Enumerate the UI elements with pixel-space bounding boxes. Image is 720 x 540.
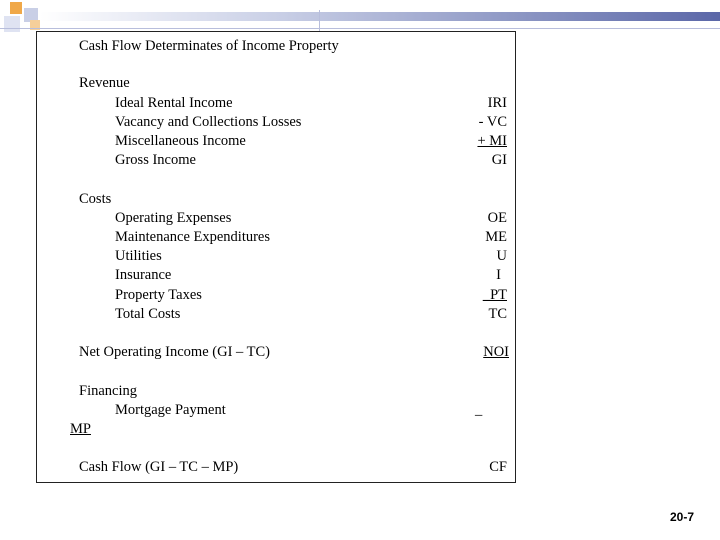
revenue-item-code: - VC <box>478 114 507 130</box>
costs-item-label: Operating Expenses <box>115 210 232 226</box>
page-number: 20-7 <box>669 510 694 524</box>
financing-heading: Financing <box>79 383 137 399</box>
revenue-item-label: Miscellaneous Income <box>115 133 246 149</box>
header-rule <box>0 28 720 29</box>
costs-item-code: U <box>496 248 507 264</box>
costs-item-code: TC <box>488 306 507 322</box>
mp-code: MP <box>70 421 91 437</box>
header-divider <box>319 10 320 32</box>
revenue-item-label: Ideal Rental Income <box>115 95 233 111</box>
revenue-item-code: + MI <box>477 133 507 149</box>
decor-square-3 <box>4 16 20 32</box>
revenue-item-label: Gross Income <box>115 152 196 168</box>
costs-heading: Costs <box>79 191 112 207</box>
revenue-heading: Revenue <box>79 75 130 91</box>
costs-item-code: ME <box>485 229 507 245</box>
costs-item-code: I <box>496 267 501 283</box>
noi-code: NOI <box>483 344 509 360</box>
costs-item-label: Maintenance Expenditures <box>115 229 271 245</box>
revenue-item-label: Vacancy and Collections Losses <box>115 114 302 130</box>
decor-square-1 <box>10 2 22 14</box>
cashflow-code: CF <box>489 459 507 475</box>
mortgage-code: _ <box>475 402 483 418</box>
header-gradient-bar <box>40 12 720 21</box>
revenue-item-code: IRI <box>487 95 507 111</box>
content-frame <box>36 31 516 483</box>
costs-item-label: Insurance <box>115 267 172 283</box>
noi-label: Net Operating Income (GI – TC) <box>79 344 270 360</box>
costs-item-label: Utilities <box>115 248 162 264</box>
revenue-item-code: GI <box>491 152 507 168</box>
costs-item-code: _PT <box>482 287 507 303</box>
costs-item-code: OE <box>487 210 507 226</box>
mortgage-label: Mortgage Payment <box>115 402 226 418</box>
page-title: Cash Flow Determinates of Income Property <box>79 38 339 54</box>
costs-item-label: Property Taxes <box>115 287 202 303</box>
cashflow-label: Cash Flow (GI – TC – MP) <box>79 459 239 475</box>
costs-item-label: Total Costs <box>115 306 181 322</box>
